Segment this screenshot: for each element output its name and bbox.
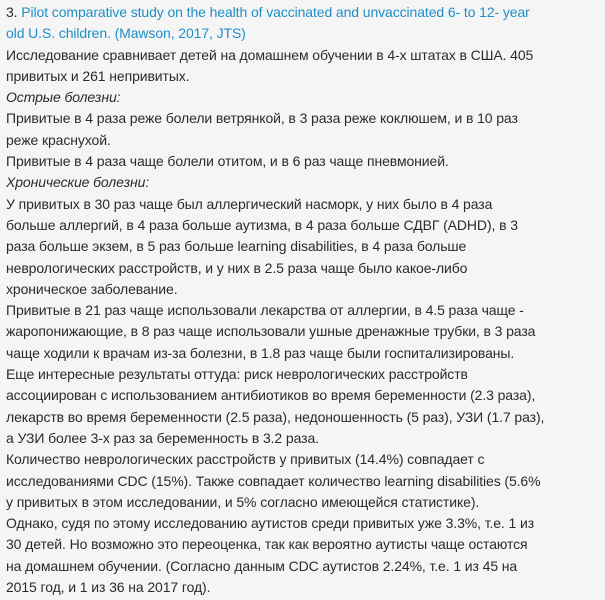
study-heading-line2 [6,23,600,44]
study-title-link[interactable]: Pilot comparative study on the health of vaccinated and unvaccinated 6- to 12- year [17,4,530,20]
study-number: 3. [6,4,18,20]
study-heading [6,2,600,23]
text-line: у привитых в этом исследовании, и 5% согласно имеющейся статистике). [6,493,480,510]
study-title-link-cont[interactable]: old U.S. children. (Mawson, 2017, JTS) [6,25,246,42]
text-line: хроническое заболевание. [6,280,178,297]
paragraph-lines [6,45,600,599]
text-line: Привитые в 21 раз чаще использовали лекарства от аллергии, в 4.5 раза чаще - [6,302,524,319]
text-line: а УЗИ более 3-х раз за беременность в 3.2 раза. [6,429,319,446]
text-line: 2015 год, и 1 из 36 на 2017 год). [6,579,211,596]
text-line: Еще интересные результаты оттуда: риск неврологических расстройств [6,366,468,383]
text-line: Однако, судя по этому исследованию аутистов среди привитых уже 3.3%, т.е. 1 из [6,515,535,532]
text-line: раза больше экзем, в 5 раз больше learning disabilities, в 4 раза больше [6,238,467,255]
text-line: У привитых в 30 раз чаще был аллергический насморк, у них было в 4 раза [6,195,493,212]
section-heading: Хронические болезни: [6,174,150,191]
text-line: на домашнем обучении. (Согласно данным CDC аутистов 2.24%, т.е. 1 из 45 на [6,557,518,574]
text-line: Привитые в 4 раза реже болели ветрянкой, в 3 раза реже коклюшем, и в 10 раз [6,110,518,127]
text-line: исследованиями CDC (15%). Также совпадает количество learning disabilities (5.6% [6,472,541,489]
text-line: лекарств во время беременности (2.5 раза), недоношенность (5 раз), УЗИ (1.7 раз), [6,408,545,425]
text-line: жаропонижающие, в 8 раз чаще использовали ушные дренажные трубки, в 3 раза [6,323,536,340]
text-line: неврологических расстройств, и у них в 2.5 раза чаще было какое-либо [6,259,468,276]
text-line: ассоциирован с использованием антибиотиков во время беременности (2.3 раза), [6,387,536,404]
text-line: Исследование сравнивает детей на домашнем обучении в 4-х штатах в США. 405 [6,46,534,63]
text-line: Привитые в 4 раза чаще болели отитом, и в 6 раз чаще пневмонией. [6,153,449,170]
text-line: чаще ходили к врачам из-за болезни, в 1.8 раз чаще были госпитализированы. [6,344,515,361]
text-line: реже краснухой. [6,131,111,148]
text-line: больше аллергий, в 4 раза больше аутизма, в 4 раза больше СДВГ (ADHD), в 3 [6,216,518,233]
text-line: привитых и 261 непривитых. [6,67,190,84]
text-line: 30 детей. Но возможно это переоценка, так как вероятно аутисты чаще остаются [6,536,528,553]
text-line: Количество неврологических расстройств у привитых (14.4%) совпадает с [6,451,485,468]
section-heading: Острые болезни: [6,89,121,106]
